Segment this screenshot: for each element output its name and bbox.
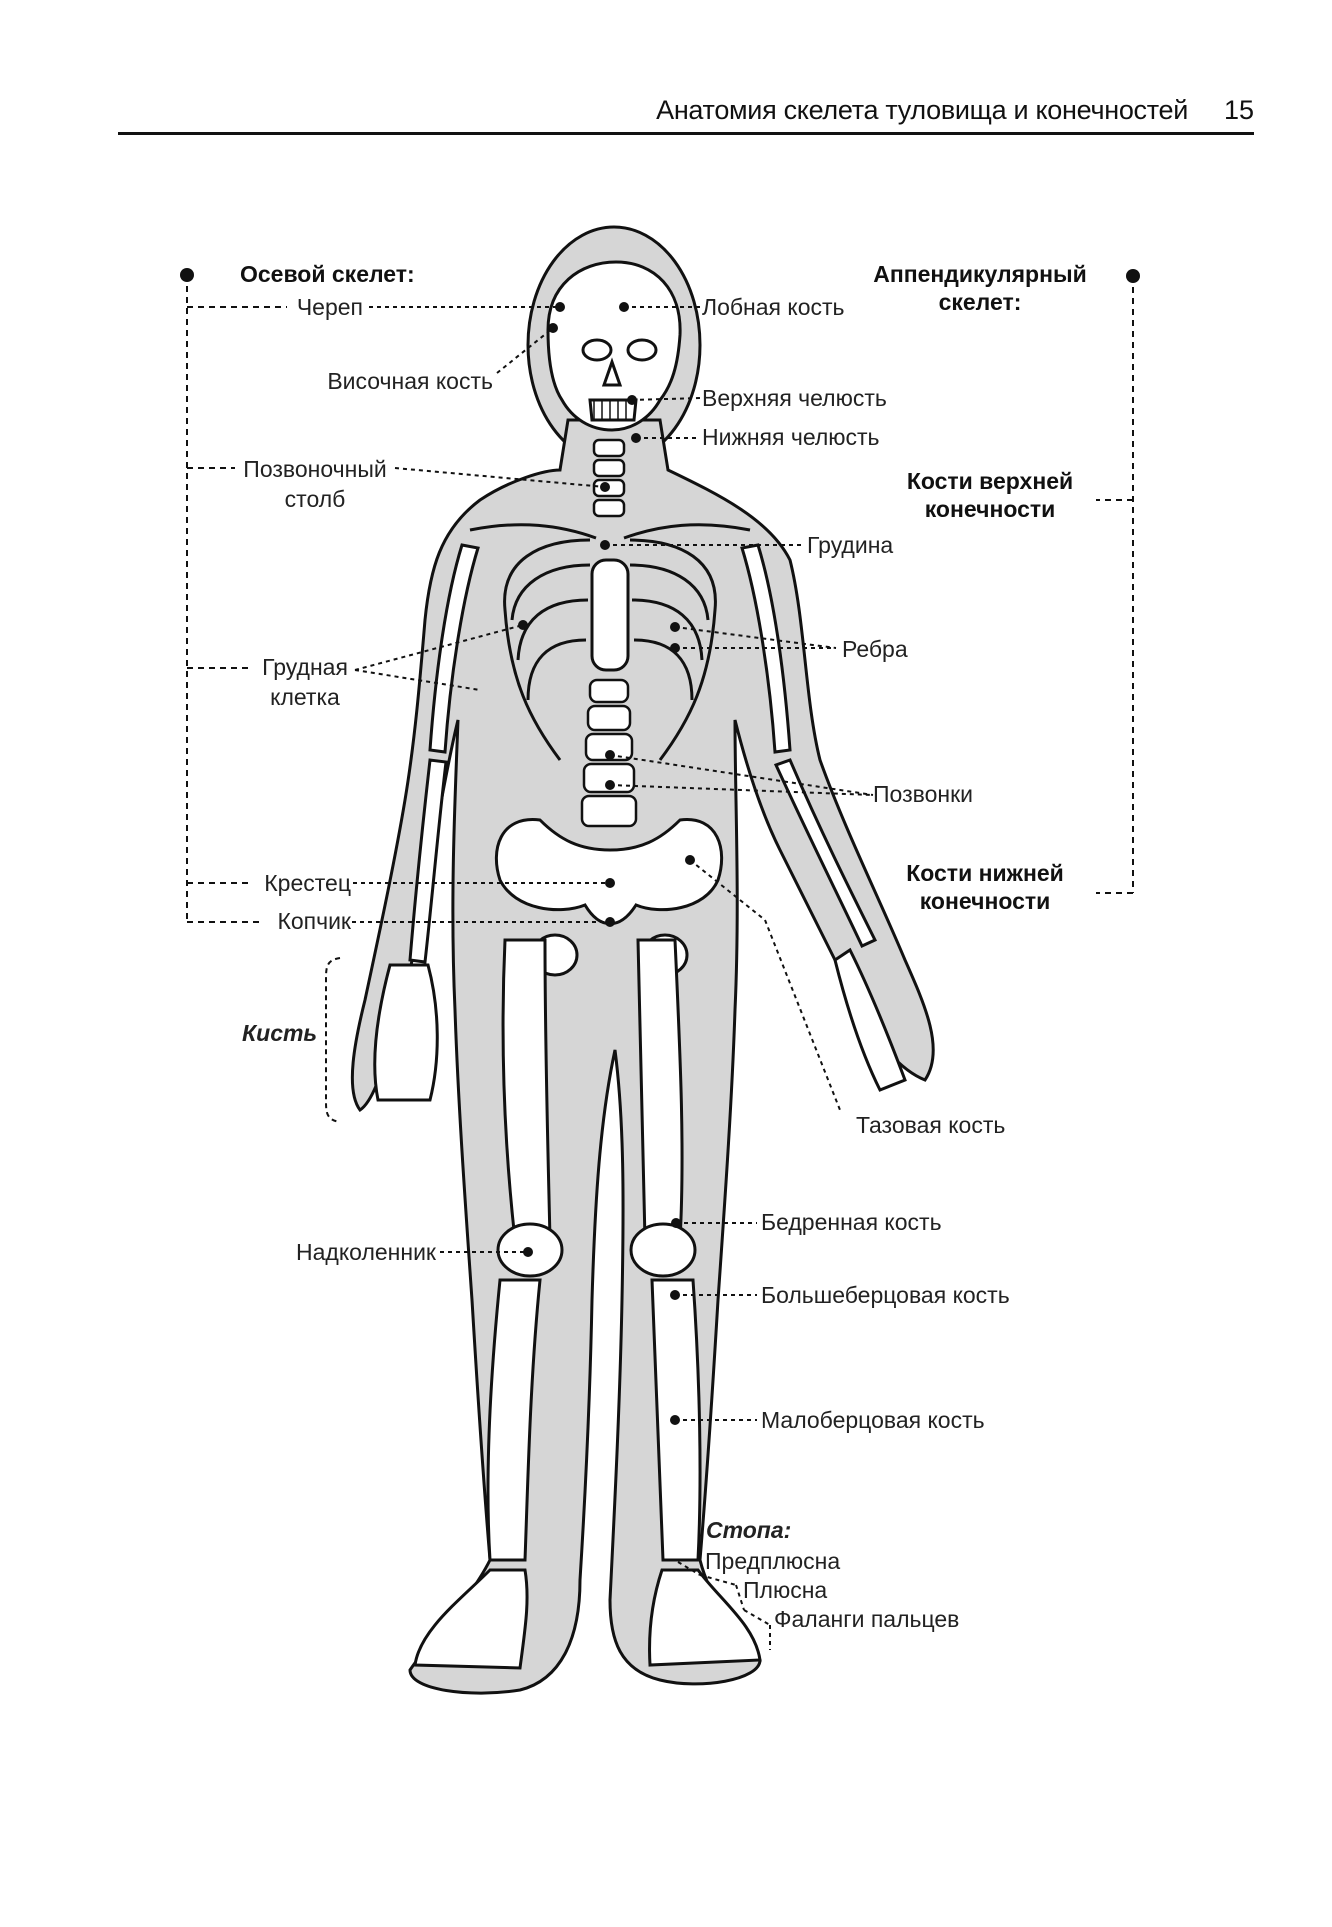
foot-heading: Стопа: xyxy=(706,1517,792,1543)
appendicular-heading-line1: Аппендикулярный xyxy=(873,261,1087,287)
label-sacrum: Крестец xyxy=(264,870,351,896)
label-frontal-bone: Лобная кость xyxy=(702,294,845,320)
appendicular-heading-line2: скелет: xyxy=(938,289,1022,315)
label-tarsus: Предплюсна xyxy=(705,1548,841,1574)
label-spine-line2: столб xyxy=(284,486,346,512)
label-thorax-line1: Грудная xyxy=(262,654,348,680)
appendicular-bracket xyxy=(1096,276,1133,893)
page-number: 15 xyxy=(1223,95,1254,125)
label-coccyx: Копчик xyxy=(277,908,351,934)
hand-heading: Кисть xyxy=(242,1020,318,1046)
lower-limb-heading-line1: Кости нижней xyxy=(906,860,1064,886)
label-temporal-bone: Височная кость xyxy=(327,368,493,394)
label-maxilla: Верхняя челюсть xyxy=(702,385,887,411)
label-femur: Бедренная кость xyxy=(761,1209,942,1235)
label-fibula: Малоберцовая кость xyxy=(761,1407,985,1433)
label-ribs: Ребра xyxy=(842,636,908,662)
hand-bracket xyxy=(326,958,340,1122)
label-pelvic-bone: Тазовая кость xyxy=(856,1112,1006,1138)
axial-bracket-dot xyxy=(180,268,194,282)
label-spine-line1: Позвоночный xyxy=(243,456,387,482)
page-title: Анатомия скелета туловища и конечностей xyxy=(656,95,1188,125)
appendicular-bracket-dot xyxy=(1126,269,1140,283)
label-mandible: Нижняя челюсть xyxy=(702,424,880,450)
label-metatarsus: Плюсна xyxy=(743,1577,828,1603)
label-tibia: Большеберцовая кость xyxy=(761,1282,1010,1308)
label-skull: Череп xyxy=(296,294,363,320)
upper-limb-heading-line2: конечности xyxy=(924,496,1056,522)
label-patella: Надколенник xyxy=(296,1239,436,1265)
label-phalanges: Фаланги пальцев xyxy=(774,1606,960,1632)
axial-skeleton-heading: Осевой скелет: xyxy=(240,261,415,287)
label-vertebrae: Позвонки xyxy=(873,781,973,807)
label-thorax-line2: клетка xyxy=(270,684,340,710)
lower-limb-heading-line2: конечности xyxy=(919,888,1051,914)
upper-limb-heading-line1: Кости верхней xyxy=(906,468,1074,494)
label-sternum: Грудина xyxy=(807,532,894,558)
